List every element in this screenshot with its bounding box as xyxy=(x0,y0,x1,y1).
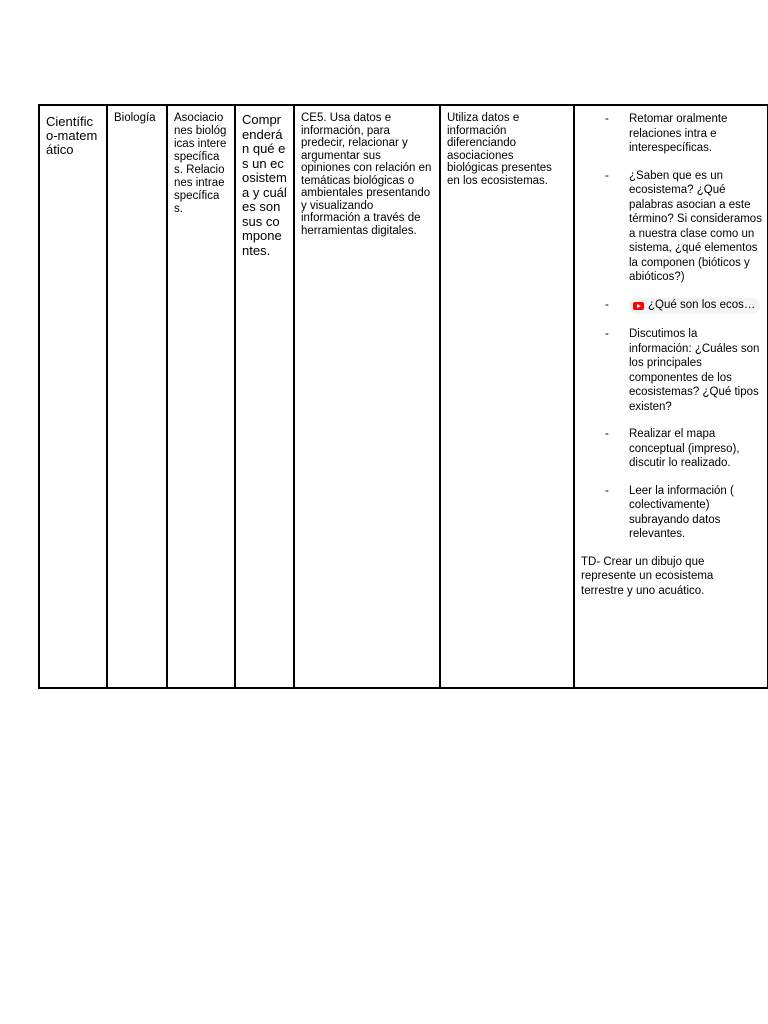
subject-cell xyxy=(107,105,167,688)
subject-text: Biología xyxy=(114,112,156,124)
td-note: TD- Crear un dibujo que represente un ecosistema terrestre y uno acuático. xyxy=(581,555,714,597)
activity-text: Realizar el mapa conceptual (impreso), discutir lo realizado. xyxy=(629,428,740,469)
list-dash: - xyxy=(605,169,609,182)
activities-cell xyxy=(574,105,768,688)
list-item xyxy=(581,427,763,471)
video-link-text[interactable]: ¿Qué son los ecos… xyxy=(648,299,756,312)
goal-text: Comprenderán qué es un ecosistema y cuáles son sus componentes. xyxy=(242,112,287,258)
list-item xyxy=(581,112,763,156)
list-dash: - xyxy=(605,484,609,497)
list-dash: - xyxy=(605,113,609,125)
list-item xyxy=(581,169,763,285)
competence-text: CE5. Usa datos e información, para predecir, relacionar y argumentar sus opiniones con relación en temáticas biológicas o ambientales presentando y visualizando información a través de herramientas digitales. xyxy=(301,112,432,237)
topic-text: Asociaciones biológicas interespecíficas. Relaciones intraespecíficas. xyxy=(174,112,227,215)
activity-text: Discutimos la información: ¿Cuáles son los principales componentes de los ecosistemas? ¿Qué tipos existen? xyxy=(629,328,760,413)
list-item xyxy=(581,484,763,542)
activities-list xyxy=(581,112,763,542)
indicator-text: Utiliza datos e información diferenciando asociaciones biológicas presentes en los ecosistemas. xyxy=(447,112,552,187)
list-dash: - xyxy=(605,428,609,440)
youtube-icon xyxy=(633,302,644,310)
list-item xyxy=(581,327,763,414)
goal-cell xyxy=(235,105,294,688)
activity-text: Leer la información ( colectivamente) subrayando datos relevantes. xyxy=(629,484,734,540)
video-link-chip[interactable] xyxy=(629,298,760,314)
area-text: Científico-matemático xyxy=(46,114,98,157)
indicator-cell xyxy=(440,105,574,688)
competence-cell xyxy=(294,105,440,688)
table-row xyxy=(39,105,768,688)
topic-cell xyxy=(167,105,235,688)
list-item xyxy=(581,298,763,315)
list-dash: - xyxy=(605,328,609,340)
lesson-plan-table xyxy=(38,104,768,689)
activity-text: Retomar oralmente relaciones intra e interespecíficas. xyxy=(629,113,728,154)
activity-text: ¿Saben que es un ecosistema? ¿Qué palabras asocian a este término? Si consideramos a nuestra clase como un sistema, ¿qué elementos la componen (bióticos y abióticos?) xyxy=(629,169,762,283)
list-dash: - xyxy=(605,298,609,311)
area-cell xyxy=(39,105,107,688)
